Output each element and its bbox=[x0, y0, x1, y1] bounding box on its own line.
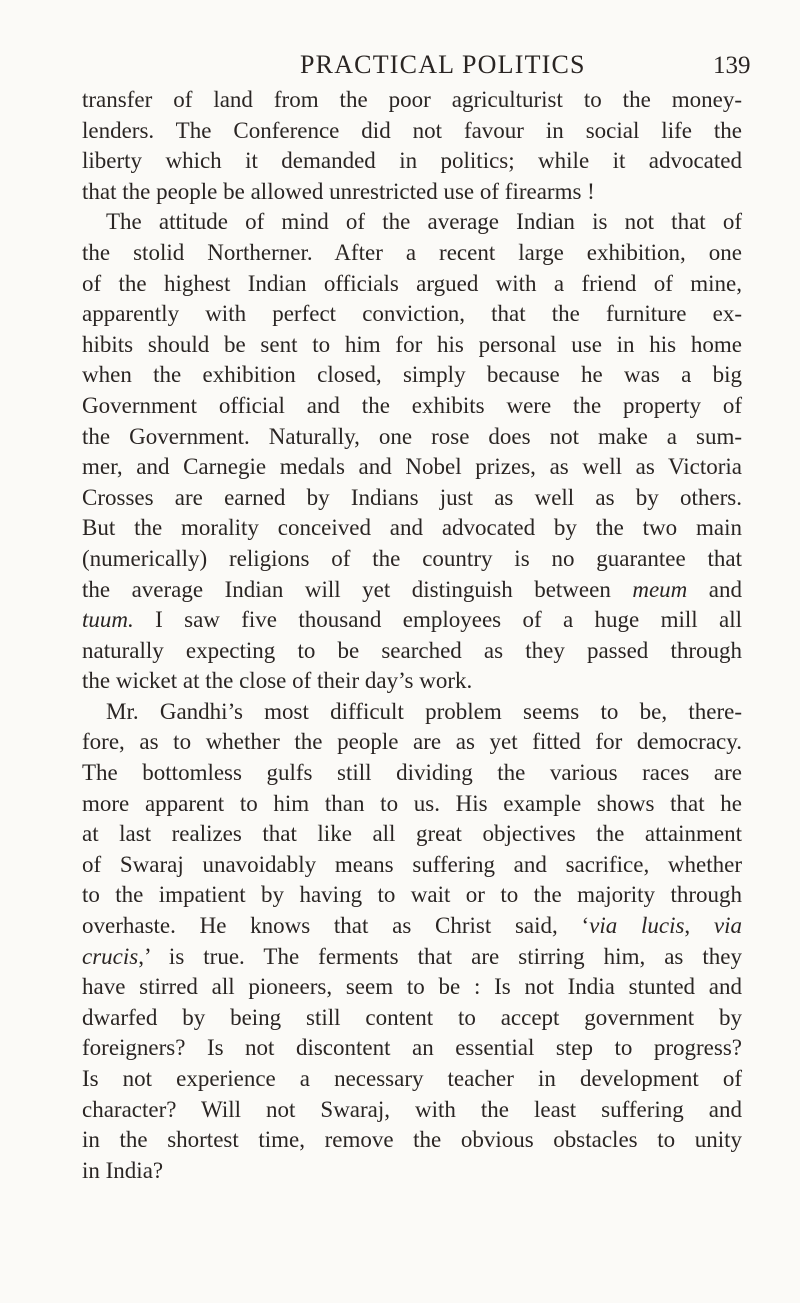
text-line: lenders. The Conference did not favour in social life the bbox=[82, 117, 742, 143]
text-run: ,’ is true. The ferments that are stirring him, as they bbox=[138, 943, 742, 969]
text-line: of the highest Indian officials argued with a friend of mine, bbox=[82, 270, 742, 296]
page-number: 139 bbox=[713, 52, 751, 79]
text-line: Crosses are earned by Indians just as well as by others. bbox=[82, 484, 742, 510]
text-run: , bbox=[684, 913, 714, 939]
text-line: But the morality conceived and advocated by the two main bbox=[82, 515, 742, 541]
text-line: (numerically) religions of the country is no guarantee that bbox=[82, 545, 742, 571]
text-line: Is not experience a necessary teacher in development of bbox=[82, 1066, 742, 1091]
italic-term: crucis bbox=[82, 943, 139, 969]
text-line: at last realizes that like all great objectives the attainment bbox=[82, 821, 742, 847]
text-line: fore, as to whether the people are as yet fitted for democracy. bbox=[82, 729, 742, 755]
text-line: when the exhibition closed, simply because he was a big bbox=[82, 362, 742, 388]
italic-term: via bbox=[713, 913, 743, 939]
italic-term: meum bbox=[632, 576, 688, 602]
text-run: the average Indian will yet distinguish between bbox=[82, 576, 633, 602]
text-line bbox=[82, 911, 742, 942]
text-line: transfer of land from the poor agriculturist to the money- bbox=[82, 87, 742, 112]
italic-term: tuum. bbox=[82, 607, 134, 633]
text-line bbox=[82, 575, 742, 606]
text-line: of Swaraj unavoidably means suffering and sacrifice, whether bbox=[82, 851, 742, 877]
text-line: the stolid Northerner. After a recent large exhibition, one bbox=[82, 239, 742, 265]
italic-term: via lucis bbox=[589, 913, 685, 939]
text-line: dwarfed by being still content to accept government by bbox=[82, 1004, 742, 1030]
text-run: and bbox=[687, 576, 742, 602]
text-line: Government official and the exhibits were the property of bbox=[82, 392, 742, 418]
text-line: The attitude of mind of the average Indian is not that of bbox=[106, 209, 742, 235]
text-line: The bottomless gulfs still dividing the various races are bbox=[82, 760, 742, 786]
text-line: Mr. Gandhi’s most difficult problem seems to be, there- bbox=[106, 698, 742, 724]
text-run: overhaste. He knows that as Christ said, ‘ bbox=[82, 913, 590, 939]
body-text bbox=[82, 85, 742, 1186]
text-line: to the impatient by having to wait or to the majority through bbox=[82, 882, 742, 908]
text-line: character? Will not Swaraj, with the least suffering and bbox=[82, 1096, 742, 1122]
running-head bbox=[0, 50, 800, 84]
text-run: I saw five thousand employees of a huge mill all bbox=[133, 607, 742, 633]
text-line: hibits should be sent to him for his personal use in his home bbox=[82, 331, 742, 357]
text-line bbox=[82, 605, 742, 636]
text-line: liberty which it demanded in politics; while it advocated bbox=[82, 148, 742, 174]
text-line: in India? bbox=[82, 1157, 164, 1183]
text-line: that the people be allowed unrestricted use of firearms ! bbox=[82, 178, 595, 204]
text-line: apparently with perfect conviction, that the furniture ex- bbox=[82, 301, 742, 327]
text-line bbox=[82, 942, 742, 973]
text-line: have stirred all pioneers, seem to be : Is not India stunted and bbox=[82, 974, 742, 1000]
text-line: naturally expecting to be searched as they passed through bbox=[82, 637, 742, 663]
text-line: mer, and Carnegie medals and Nobel prizes, as well as Victoria bbox=[82, 454, 742, 480]
text-line: the wicket at the close of their day’s work. bbox=[82, 668, 473, 694]
text-line: the Government. Naturally, one rose does not make a sum- bbox=[82, 423, 742, 449]
text-line: more apparent to him than to us. His example shows that he bbox=[82, 790, 742, 816]
text-line: foreigners? Is not discontent an essential step to progress? bbox=[82, 1035, 742, 1061]
running-title: PRACTICAL POLITICS bbox=[300, 50, 586, 79]
text-line: in the shortest time, remove the obvious obstacles to unity bbox=[82, 1127, 742, 1153]
